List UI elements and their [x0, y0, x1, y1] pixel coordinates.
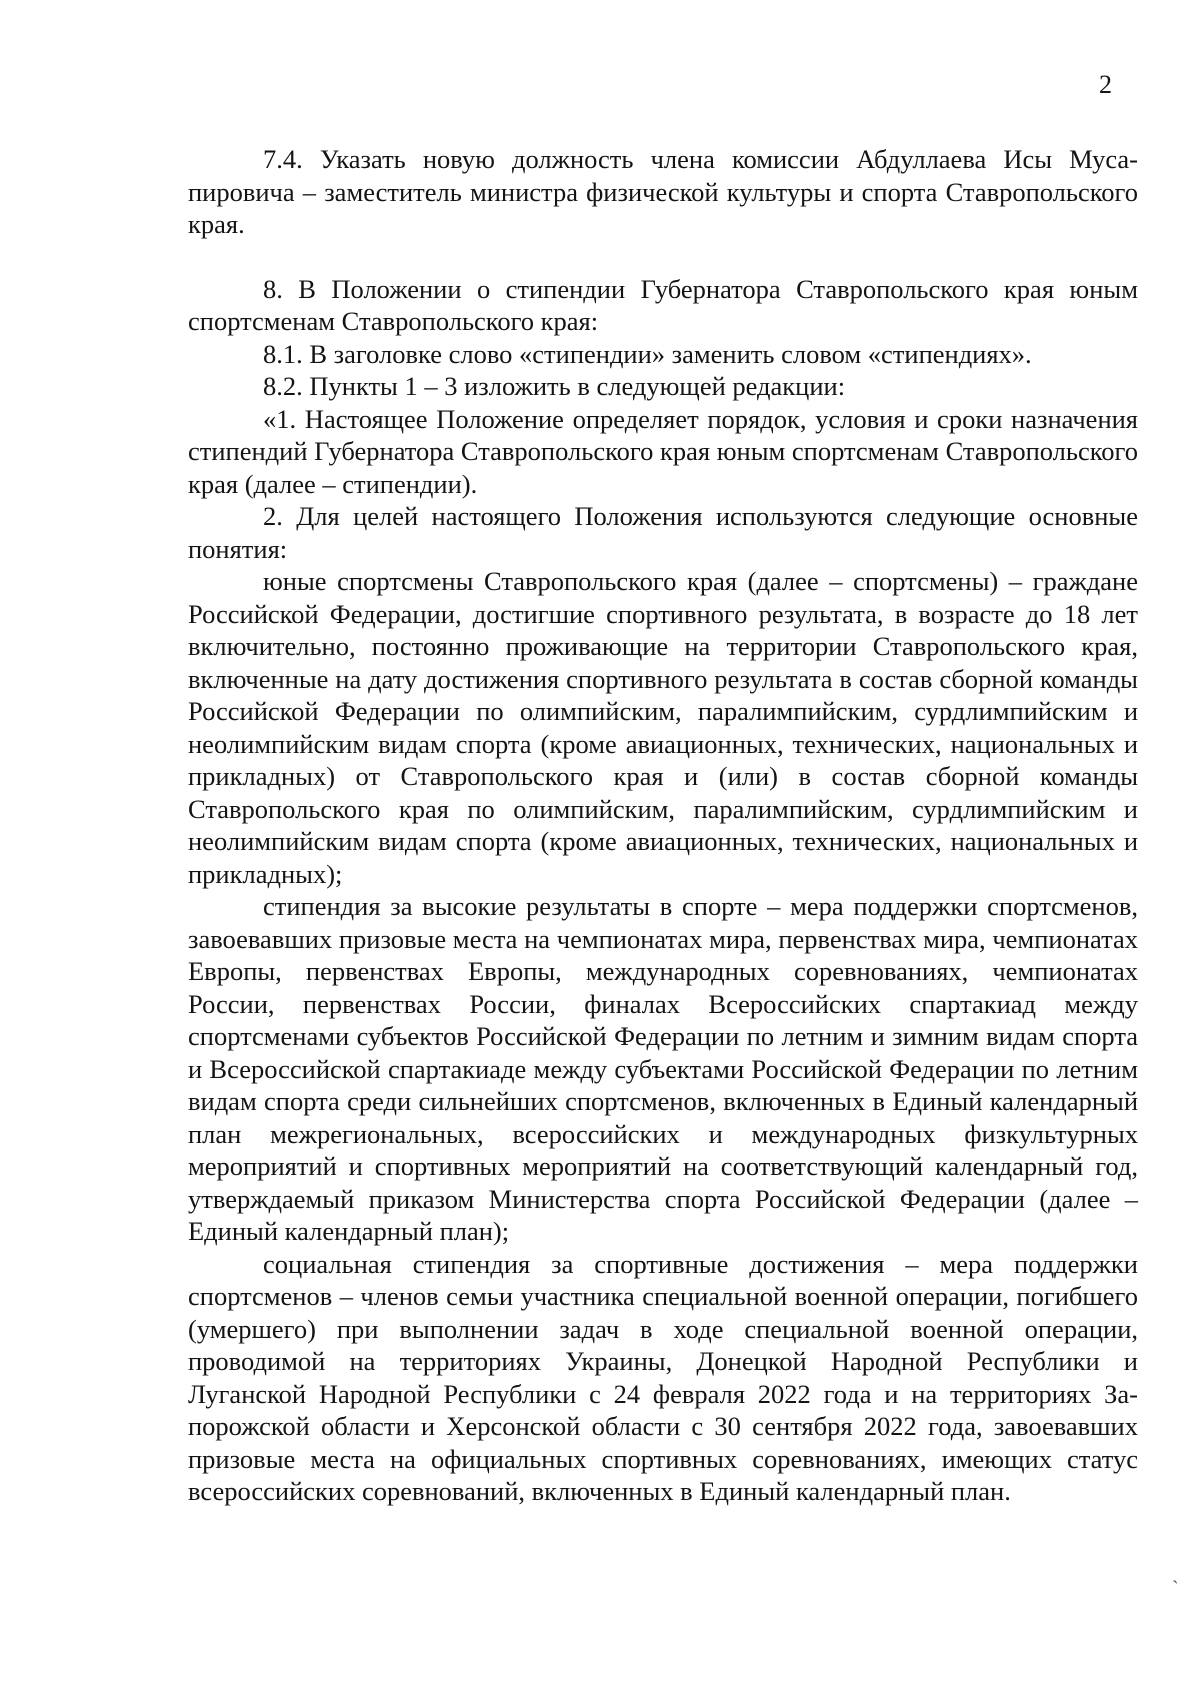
paragraph-8-1: 8.1. В заголовке слово «стипендии» заменить словом «стипендиях».	[263, 338, 1032, 369]
quoted-clause-2: 2. Для целей настоящего Положения используются следующие основные понятия:	[188, 501, 1138, 564]
paragraph-7-4: 7.4. Указать новую должность члена комиссии Абдуллаева Исы Мусапировича – заместитель министра физической культуры и спорта Ставропольского края.	[188, 144, 1138, 239]
page-number: 2	[1099, 70, 1112, 99]
quoted-clause-1: «1. Настоящее Положение определяет порядок, условия и сроки назначения стипендий Губернатора Ставропольского края юным спортсменам Ставропольского края (далее – стипендии).	[188, 403, 1138, 499]
document-body	[188, 143, 1138, 1508]
paragraph-8: 8. В Положении о стипендии Губернатора Ставропольского края юным спортсменам Ставропольского края:	[188, 273, 1138, 336]
definition-young-athletes: юные спортсмены Ставропольского края (далее – спортсмены) – граждане Российской Федерации, достигшие спортивного результата, в возрасте до 18 лет включительно, постоянно проживающие на территории Ставропольского края, включенные на дату достижения спортивного результата в состав сборной команды Российской Федерации по олимпийским, паралимпийским, сурдлимпийским и неолимпийским видам спорта (кроме авиационных, технических, национальных и прикладных) от Ставропольского края и (или) в состав сборной команды Ставропольского края по олимпийским, паралимпийским, сурдлимпийским и неолимпийским видам спорта (кроме авиационных, технических, национальных и прикладных);	[188, 566, 1138, 889]
paragraph-8-2: 8.2. Пункты 1 – 3 изложить в следующей редакции:	[263, 371, 846, 401]
definition-high-results-stipend: стипендия за высокие результаты в спорте – мера поддержки спортсменов, завоевавших призовые места на чемпионатах мира, первенствах мира, чемпионатах Европы, первенствах Европы, международных соревнованиях, чемпионатах России, первенствах России, финалах Всероссийских спартакиад между спортсменами субъектов Российской Федерации по летним и зимним видам спорта и Всероссийской спартакиаде между субъектами Российской Федерации по летним видам спорта среди сильнейших спортсменов, включенных в Единый календарный план межрегиональных, всероссийских и международных физкультурных мероприятий и спортивных мероприятий на соответствующий календарный год, утверждаемый приказом Министерства спорта Российской Федерации (далее – Единый календарный план);	[188, 891, 1138, 1246]
scan-speck: ˏ	[1172, 1562, 1179, 1584]
definition-social-stipend: социальная стипендия за спортивные достижения – мера поддержки спортсменов – членов семьи участника специальной военной операции, погибшего (умершего) при выполнении задач в ходе специальной военной операции, проводимой на территориях Украины, Донецкой Народной Республики и Луганской Народной Республики с 24 февраля 2022 года и на территориях Запорожской области и Херсонской области с 30 сентября 2022 года, завоевавших призовые места на официальных спортивных соревнованиях, имеющих статус всероссийских соревнований, включенных в Единый календарный план.	[188, 1248, 1138, 1506]
